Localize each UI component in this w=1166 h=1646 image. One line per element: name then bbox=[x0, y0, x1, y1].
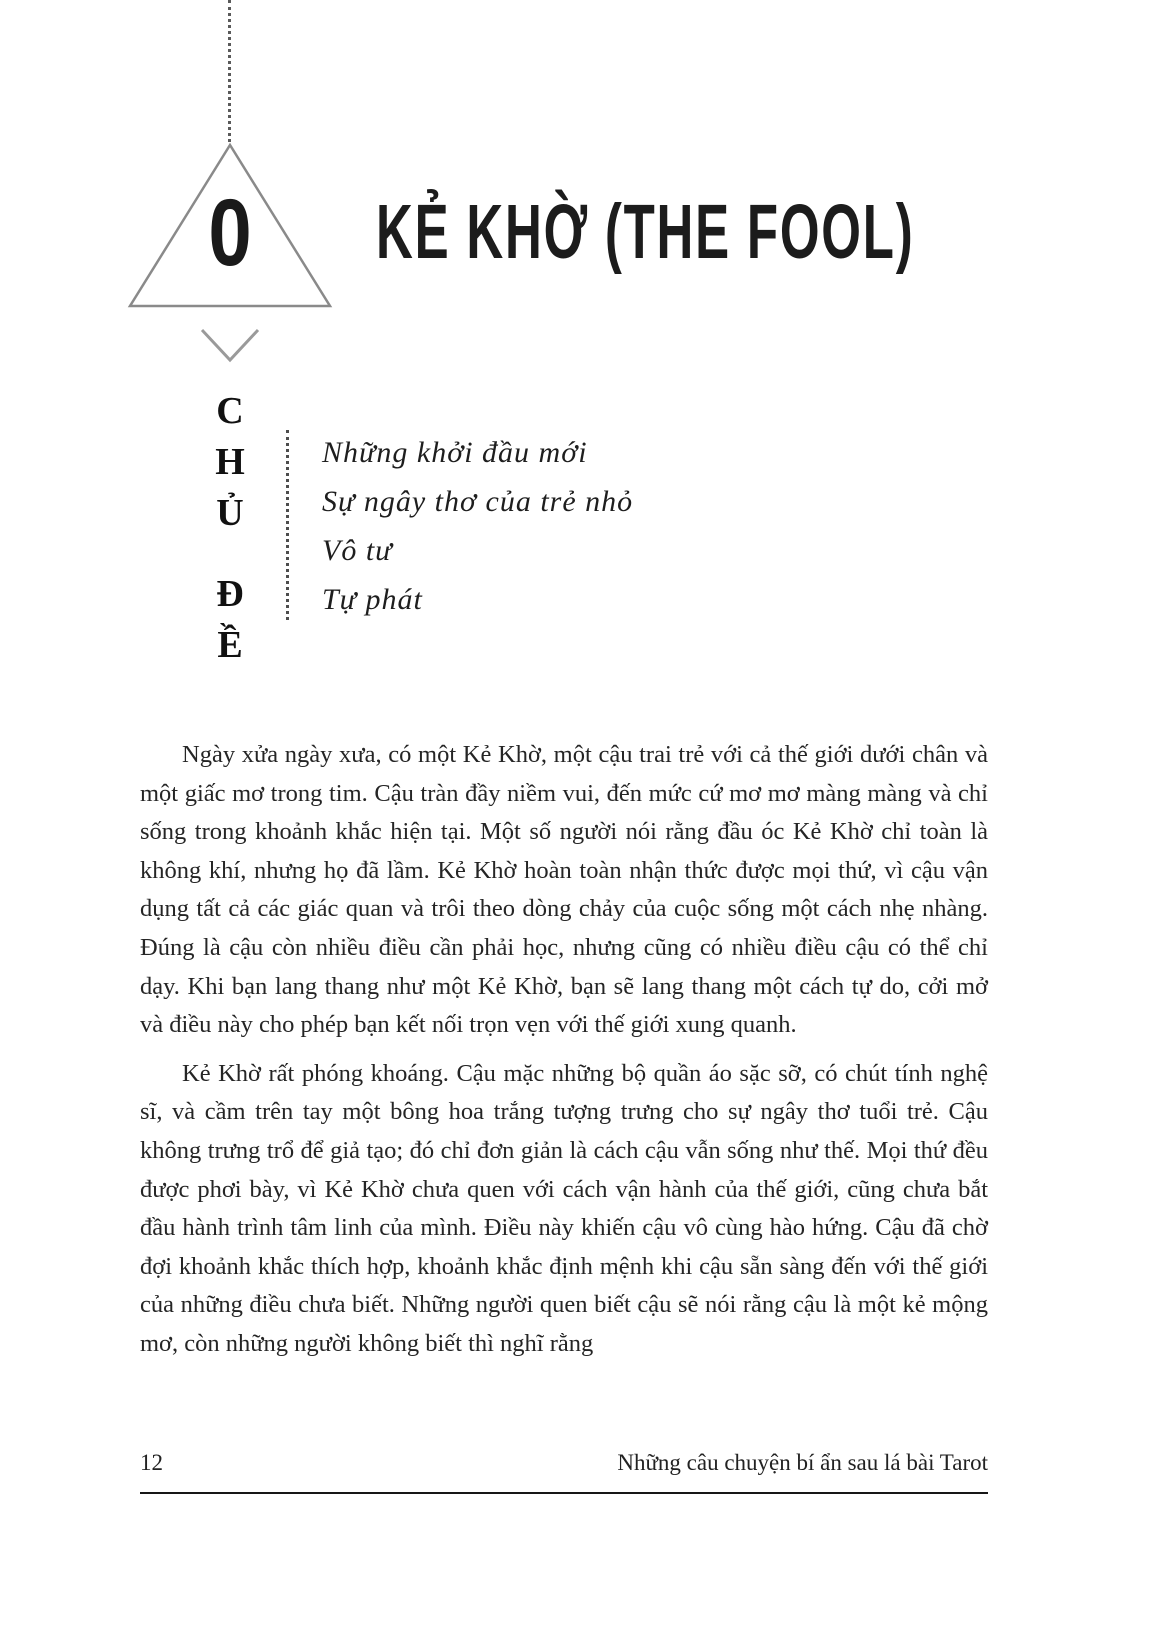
chapter-title: KẺ KHỜ (THE FOOL) bbox=[376, 189, 915, 276]
paragraph: Ngày xửa ngày xưa, có một Kẻ Khờ, một cậu trai trẻ với cả thế giới dưới chân và một giấc mơ trong tim. Cậu tràn đầy niềm vui, đến mức cứ mơ mơ màng màng và chỉ sống trong khoảnh khắc hiện tại. Một số người nói rằng đầu óc Kẻ Khờ chỉ toàn là không khí, nhưng họ đã lầm. Kẻ Khờ hoàn toàn nhận thức được mọi thứ, vì cậu vận dụng tất cả các giác quan và trôi theo dòng chảy của cuộc sống một cách nhẹ nhàng. Đúng là cậu còn nhiều điều cần phải học, nhưng cũng có nhiều điều cậu có thể chỉ dạy. Khi bạn lang thang như một Kẻ Khờ, bạn sẽ lang thang một cách tự do, cởi mở và điều này cho phép bạn kết nối trọn vẹn với thế giới xung quanh. bbox=[140, 741, 988, 1039]
theme-label-vertical bbox=[206, 392, 254, 677]
chevron-down-icon bbox=[198, 326, 262, 366]
page-number: 12 bbox=[140, 1450, 163, 1475]
footer-rule bbox=[140, 1492, 988, 1494]
theme-item: Vô tư bbox=[322, 534, 393, 567]
page-footer bbox=[140, 1450, 988, 1476]
dotted-drop-line bbox=[228, 0, 231, 142]
theme-list bbox=[322, 436, 633, 632]
chapter-number: 0 bbox=[208, 181, 252, 286]
paragraph: Kẻ Khờ rất phóng khoáng. Cậu mặc những bộ quần áo sặc sỡ, có chút tính nghệ sĩ, và cầm trên tay một bông hoa trắng tượng trưng cho sự ngây thơ tuổi trẻ. Cậu không trưng trổ để giả tạo; đó chỉ đơn giản là cách cậu vẫn sống như thế. Mọi thứ đều được phơi bày, vì Kẻ Khờ chưa quen với cách vận hành của thế giới, cũng chưa bắt đầu hành trình tâm linh của mình. Điều này khiến cậu vô cùng hào hứng. Cậu đã chờ đợi khoảnh khắc thích hợp, khoảnh khắc định mệnh khi cậu sẵn sàng đến với thế giới của những điều chưa biết. Những người quen biết cậu sẽ nói rằng cậu là một kẻ mộng mơ, còn những người không biết thì nghĩ rằng bbox=[140, 1059, 988, 1357]
book-title: Những câu chuyện bí ẩn sau lá bài Tarot bbox=[617, 1450, 988, 1475]
body-text bbox=[140, 736, 988, 1374]
theme-label-letter: H bbox=[215, 441, 245, 483]
theme-label-letter: Ủ bbox=[216, 492, 244, 534]
dotted-theme-divider bbox=[286, 430, 289, 620]
theme-label-letter: Ề bbox=[217, 624, 243, 666]
theme-item: Tự phát bbox=[322, 583, 423, 616]
chapter-number-badge bbox=[126, 142, 334, 310]
theme-item: Sự ngây thơ của trẻ nhỏ bbox=[322, 485, 634, 518]
theme-item: Những khởi đầu mới bbox=[322, 436, 588, 469]
theme-label-letter: Đ bbox=[216, 573, 244, 615]
theme-label-letter: C bbox=[216, 390, 244, 432]
